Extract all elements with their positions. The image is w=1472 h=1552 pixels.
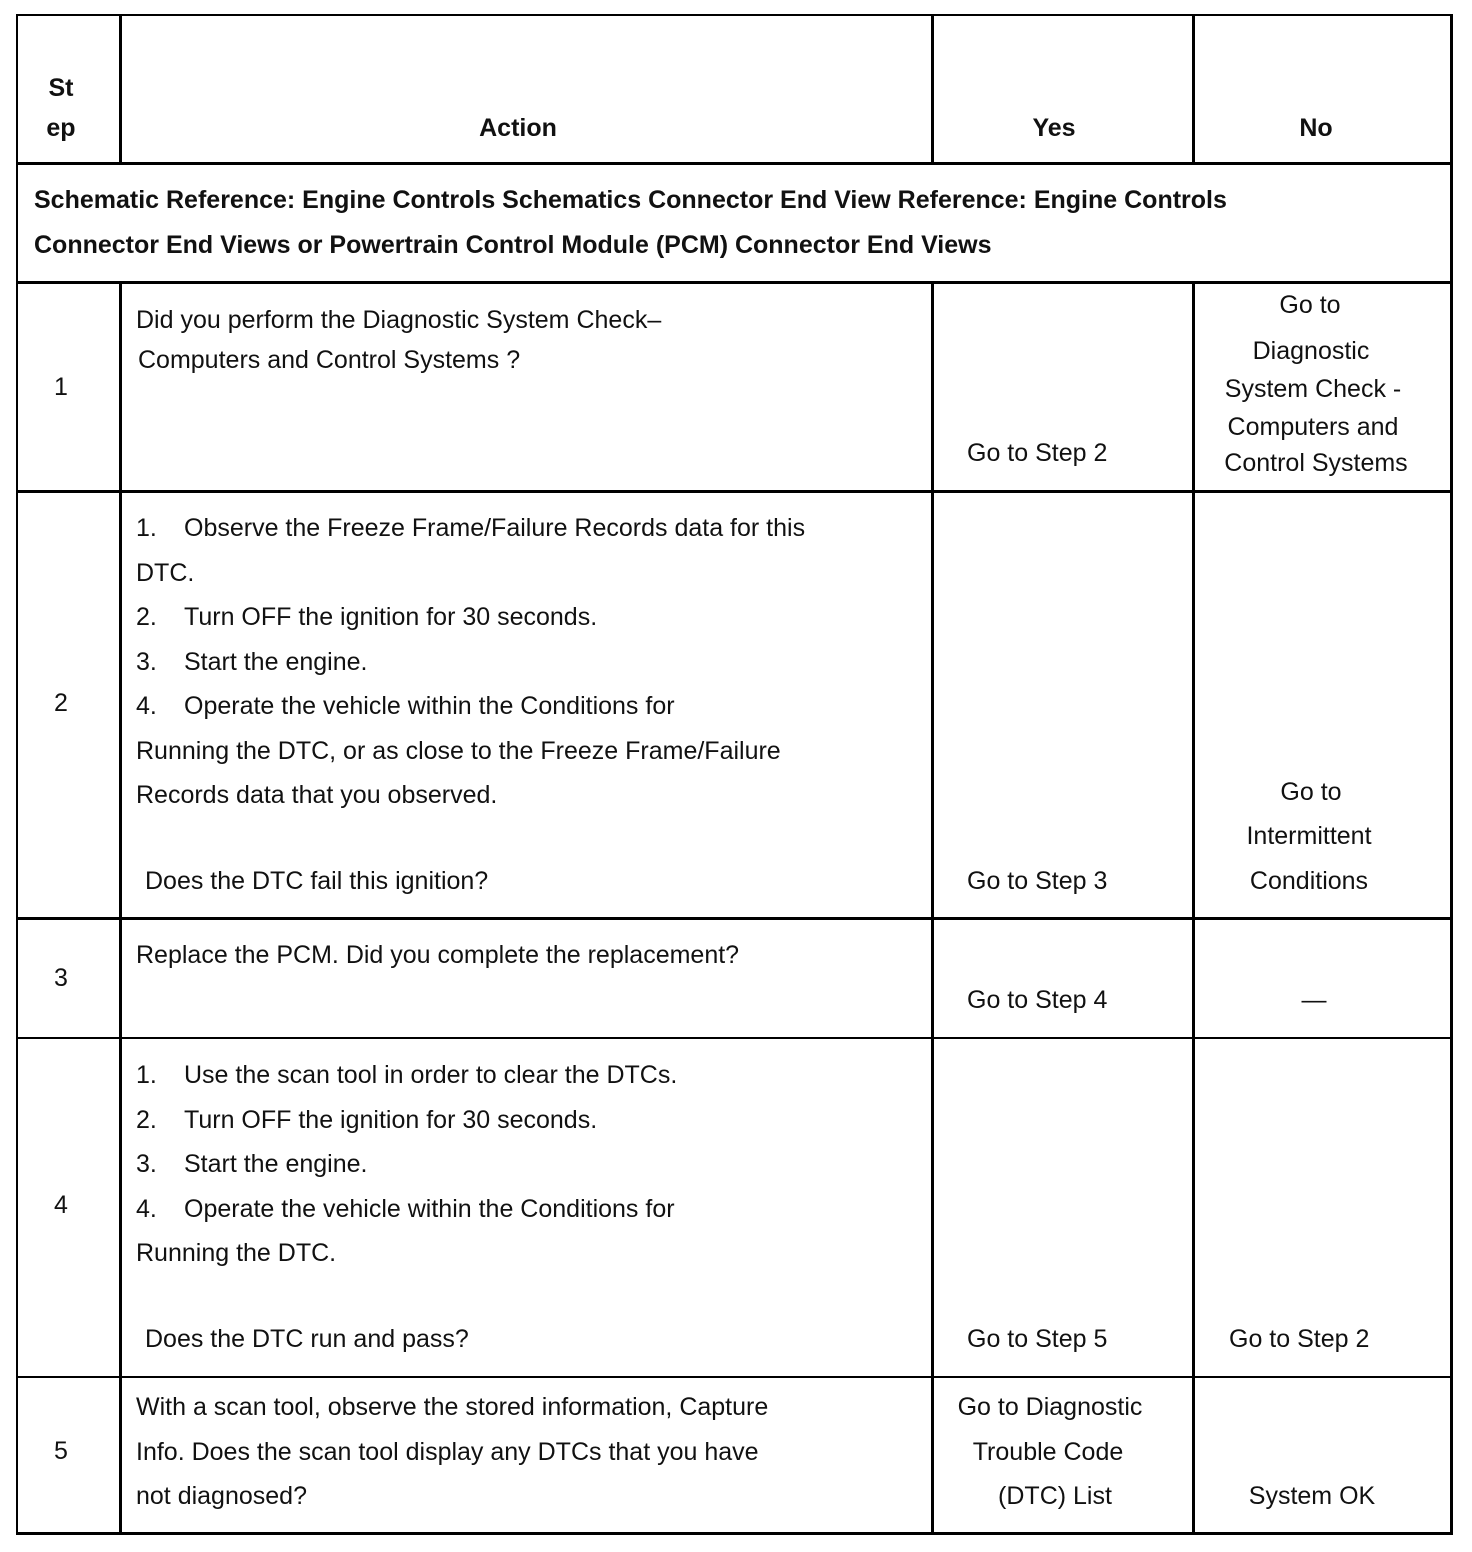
yes-result: Go to Diagnostic	[957, 1393, 1143, 1421]
step-text: Running the DTC.	[136, 1239, 337, 1267]
action-question: Does the DTC fail this ignition?	[145, 867, 489, 895]
action-question: Does the DTC run and pass?	[145, 1325, 469, 1353]
step-text: Use the scan tool in order to clear the DTCs.	[184, 1061, 678, 1089]
header-step-line2: ep	[46, 114, 76, 142]
step-number: 3	[54, 964, 68, 992]
action-step	[136, 1053, 677, 1098]
header-action: Action	[479, 114, 557, 142]
header-yes: Yes	[1032, 114, 1076, 142]
step-number: 5	[54, 1437, 68, 1465]
step-text: Start the engine.	[184, 647, 368, 676]
step-index: 4.	[136, 692, 157, 720]
yes-result: Go to Step 2	[967, 439, 1108, 467]
reference-line: Schematic Reference: Engine Controls Schematics Connector End View Reference: Engine Controls	[34, 186, 1227, 214]
action-step	[136, 684, 805, 729]
step-index: 4.	[136, 1194, 157, 1223]
action-text: Computers and Control Systems ?	[138, 346, 521, 374]
step-index: 1.	[136, 1061, 157, 1089]
action-steps	[136, 506, 805, 818]
yes-result: (DTC) List	[998, 1482, 1112, 1510]
no-result: Computers and	[1227, 413, 1399, 441]
header-no: No	[1299, 114, 1333, 142]
action-step	[136, 506, 805, 551]
step-number: 4	[54, 1191, 68, 1219]
no-result: System OK	[1248, 1482, 1376, 1510]
step-text: Operate the vehicle within the Conditions for	[184, 1194, 675, 1223]
step-text: Operate the vehicle within the Conditions for	[184, 692, 675, 720]
step-number: 1	[54, 373, 68, 401]
action-step	[136, 729, 805, 774]
action-step	[136, 773, 805, 818]
no-result: Go to Step 2	[1229, 1325, 1370, 1353]
no-result: Go to	[1279, 291, 1341, 319]
step-text: Observe the Freeze Frame/Failure Records data for this	[184, 514, 806, 542]
action-step	[136, 551, 805, 596]
action-text: Info. Does the scan tool display any DTCs that you have	[136, 1438, 759, 1466]
action-step	[136, 595, 805, 640]
column-divider	[119, 282, 122, 1535]
action-steps	[136, 1053, 677, 1276]
action-text: Replace the PCM. Did you complete the replacement?	[136, 941, 740, 969]
yes-result: Go to Step 5	[967, 1325, 1108, 1353]
step-number: 2	[54, 689, 68, 717]
step-index: 1.	[136, 514, 157, 542]
step-text: Turn OFF the ignition for 30 seconds.	[184, 603, 598, 631]
action-step	[136, 640, 805, 685]
action-text: With a scan tool, observe the stored information, Capture	[136, 1393, 769, 1421]
step-text: Turn OFF the ignition for 30 seconds.	[184, 1105, 598, 1134]
row-divider	[18, 917, 1450, 920]
yes-result: Trouble Code	[972, 1438, 1124, 1466]
action-text: Did you perform the Diagnostic System Check–	[136, 306, 662, 334]
no-result: Intermittent	[1246, 822, 1372, 850]
row-divider	[18, 281, 1450, 284]
step-text: Records data that you observed.	[136, 781, 498, 809]
column-divider	[931, 282, 934, 1535]
row-divider	[18, 162, 1450, 165]
row-divider	[18, 490, 1450, 493]
no-result: Control Systems	[1224, 449, 1408, 477]
action-step	[136, 1231, 677, 1276]
row-divider	[18, 1376, 1450, 1378]
action-text: not diagnosed?	[136, 1482, 307, 1510]
header-step-line1: St	[48, 74, 74, 102]
no-result: System Check -	[1224, 375, 1402, 403]
reference-line: Connector End Views or Powertrain Control Module (PCM) Connector End Views	[34, 231, 992, 259]
step-index: 2.	[136, 1105, 157, 1134]
step-index: 3.	[136, 1150, 157, 1178]
step-index: 3.	[136, 647, 157, 676]
yes-result: Go to Step 4	[967, 986, 1108, 1014]
no-result: Go to	[1280, 778, 1342, 806]
no-result: Conditions	[1249, 867, 1369, 895]
no-result: Diagnostic	[1252, 337, 1370, 365]
action-step	[136, 1187, 677, 1232]
step-text: Start the engine.	[184, 1150, 368, 1178]
action-step	[136, 1098, 677, 1143]
row-divider	[18, 1037, 1450, 1039]
yes-result: Go to Step 3	[967, 867, 1108, 895]
step-text: DTC.	[136, 558, 195, 587]
action-step	[136, 1142, 677, 1187]
step-index: 2.	[136, 603, 157, 631]
no-result: —	[1301, 986, 1327, 1014]
step-text: Running the DTC, or as close to the Freeze Frame/Failure	[136, 736, 781, 765]
